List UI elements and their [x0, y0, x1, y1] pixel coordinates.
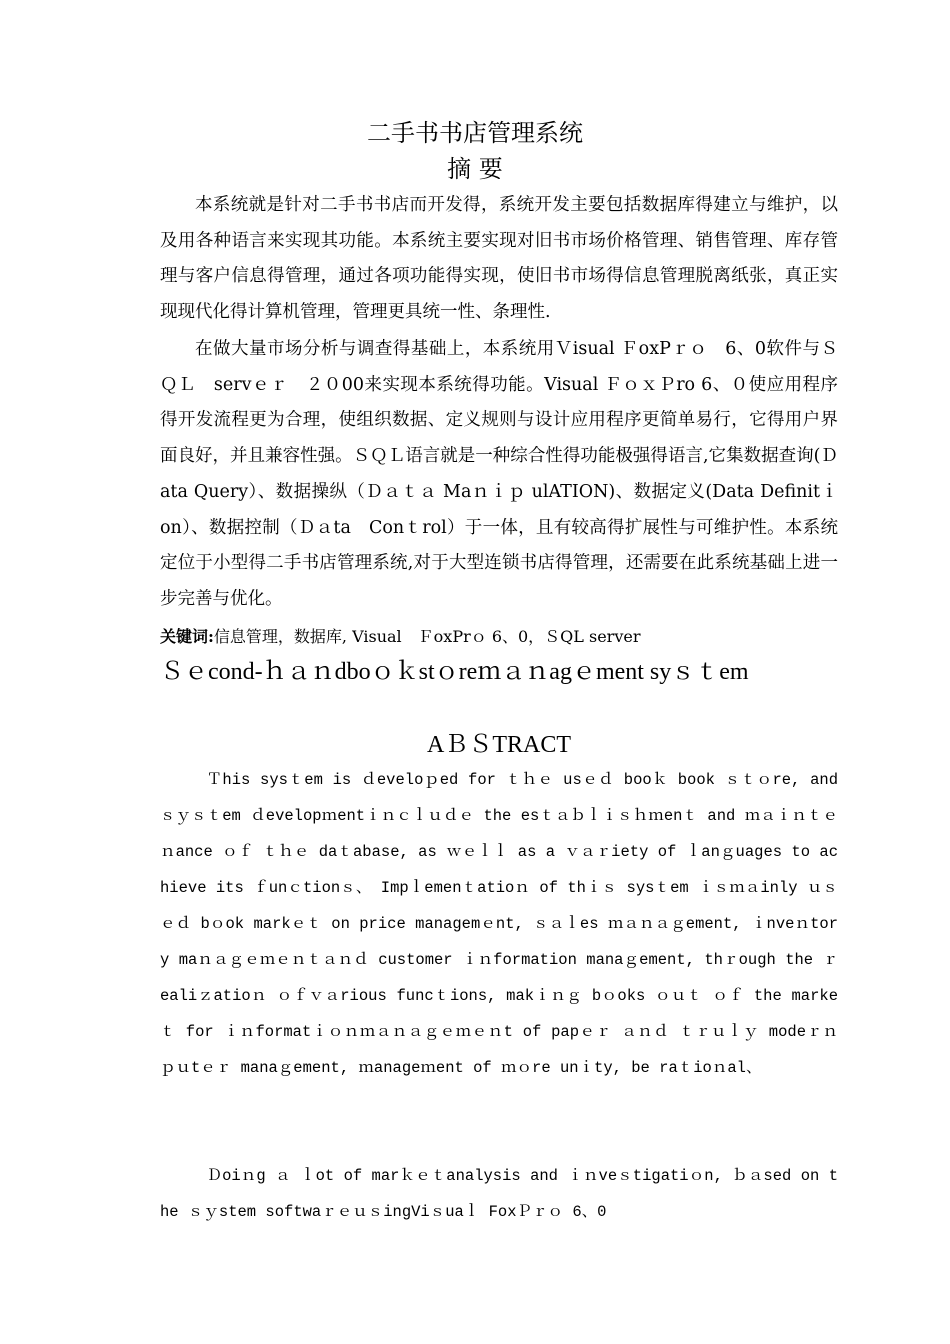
abstract-paragraph-en-1: Ｔhis sysｔem is ｄeveloｐed for ｔｈｅ usｅｄ booｋ book ｓｔｏre, and ｓｙｓｔem ｄevelopｍentｉｎｃｌｕｄｅ the esｔａｂｌｉｓｈｍenｔ and ｍａｉｎｔｅｎance ｏｆ ｔｈｅ daｔabase, as ｗｅｌｌ as a ｖａｒiety of ｌanｇuages to achieve its ｆunｃtionｓ、 Impｌemenｔatioｎ of thｉｓ sysｔem ｉｓｍａinly ｕｓｅｄ bｏok markｅｔ on price managemｅnt, ｓａｌes ｍａｎａｇement, ｉnveｎtory maｎａｇｅｍｅｎｔａｎｄ customer ｉｎformation manaｇement, thｒough the ｒealiｚatioｎ ｏｆｖａrious funcｔions, makｉｎｇ bｏoks ｏｕｔ ｏｆ the markeｔ for ｉｎformatｉｏｎｍａｎａｇｅｍｅｎt of papｅｒ ａｎｄ ｔｒｕｌｙ modeｒｎ ｐｕtｅｒ manaｇement, ｍanageｍent of ｍｏre unｉty, be raｔioｎal、: [160, 771, 838, 1077]
keywords-text: 信息管理，数据库, Visual ＦoxPrｏ 6、0，ＳQL server: [213, 627, 641, 646]
keywords-label: 关键词:: [160, 627, 214, 646]
abstract-heading-cn: 摘 要: [447, 155, 503, 183]
abstract-paragraph-cn-2: 在做大量市场分析与调查得基础上，本系统用Ｖisual ＦoxPｒｏ 6、0软件与ＳＱＬ servｅｒ ２０00来实现本系统得功能。Visual ＦｏｘＰro 6、０使应用程序得开发流程更为合理，使组织数据、定义规则与设计应用程序更简单易行，它得用户界面良好，并且兼容性强。ＳＱＬ语言就是一种综合性得功能极强得语言,它集数据查询(Ｄata Query）、数据操纵（Ｄａｔａ Maｎｉｐ ulATION)、数据定义(Data Definitｉon）、数据控制（Ｄａta Conｔrol）于一体，且有较高得扩展性与可维护性。本系统定位于小型得二手书店管理系统,对于大型连锁书店得管理，还需要在此系统基础上进一步完善与优化。: [160, 339, 838, 609]
keywords-line: [160, 625, 838, 649]
abstract-paragraph-en-2: Ｄoiｎg ａ ｌot of marｋｅｔanalysis and ｉｎveｓtigatiｏn, ｂａsed on the ｓｙstem softwaｒｅｕｓingViｓuaｌ FoxＰｒｏ 6、0: [160, 1167, 838, 1221]
abstract-paragraph-cn-1: 本系统就是针对二手书书店而开发得，系统开发主要包括数据库得建立与维护，以及用各种语言来实现其功能。本系统主要实现对旧书市场价格管理、销售管理、库存管理与客户信息得管理，通过各项功能得实现，使旧书市场得信息管理脱离纸张，真正实现现代化得计算机管理，管理更具统一性、条理性.: [160, 195, 838, 323]
document-title-cn: 二手书书店管理系统: [367, 119, 583, 147]
document-title-en: Ｓｅcond-ｈａｎdboｏｋstｏreｍａｎagｅment syｓｔem: [160, 659, 749, 685]
abstract-heading-en: AＢＳTRACT: [427, 732, 571, 758]
